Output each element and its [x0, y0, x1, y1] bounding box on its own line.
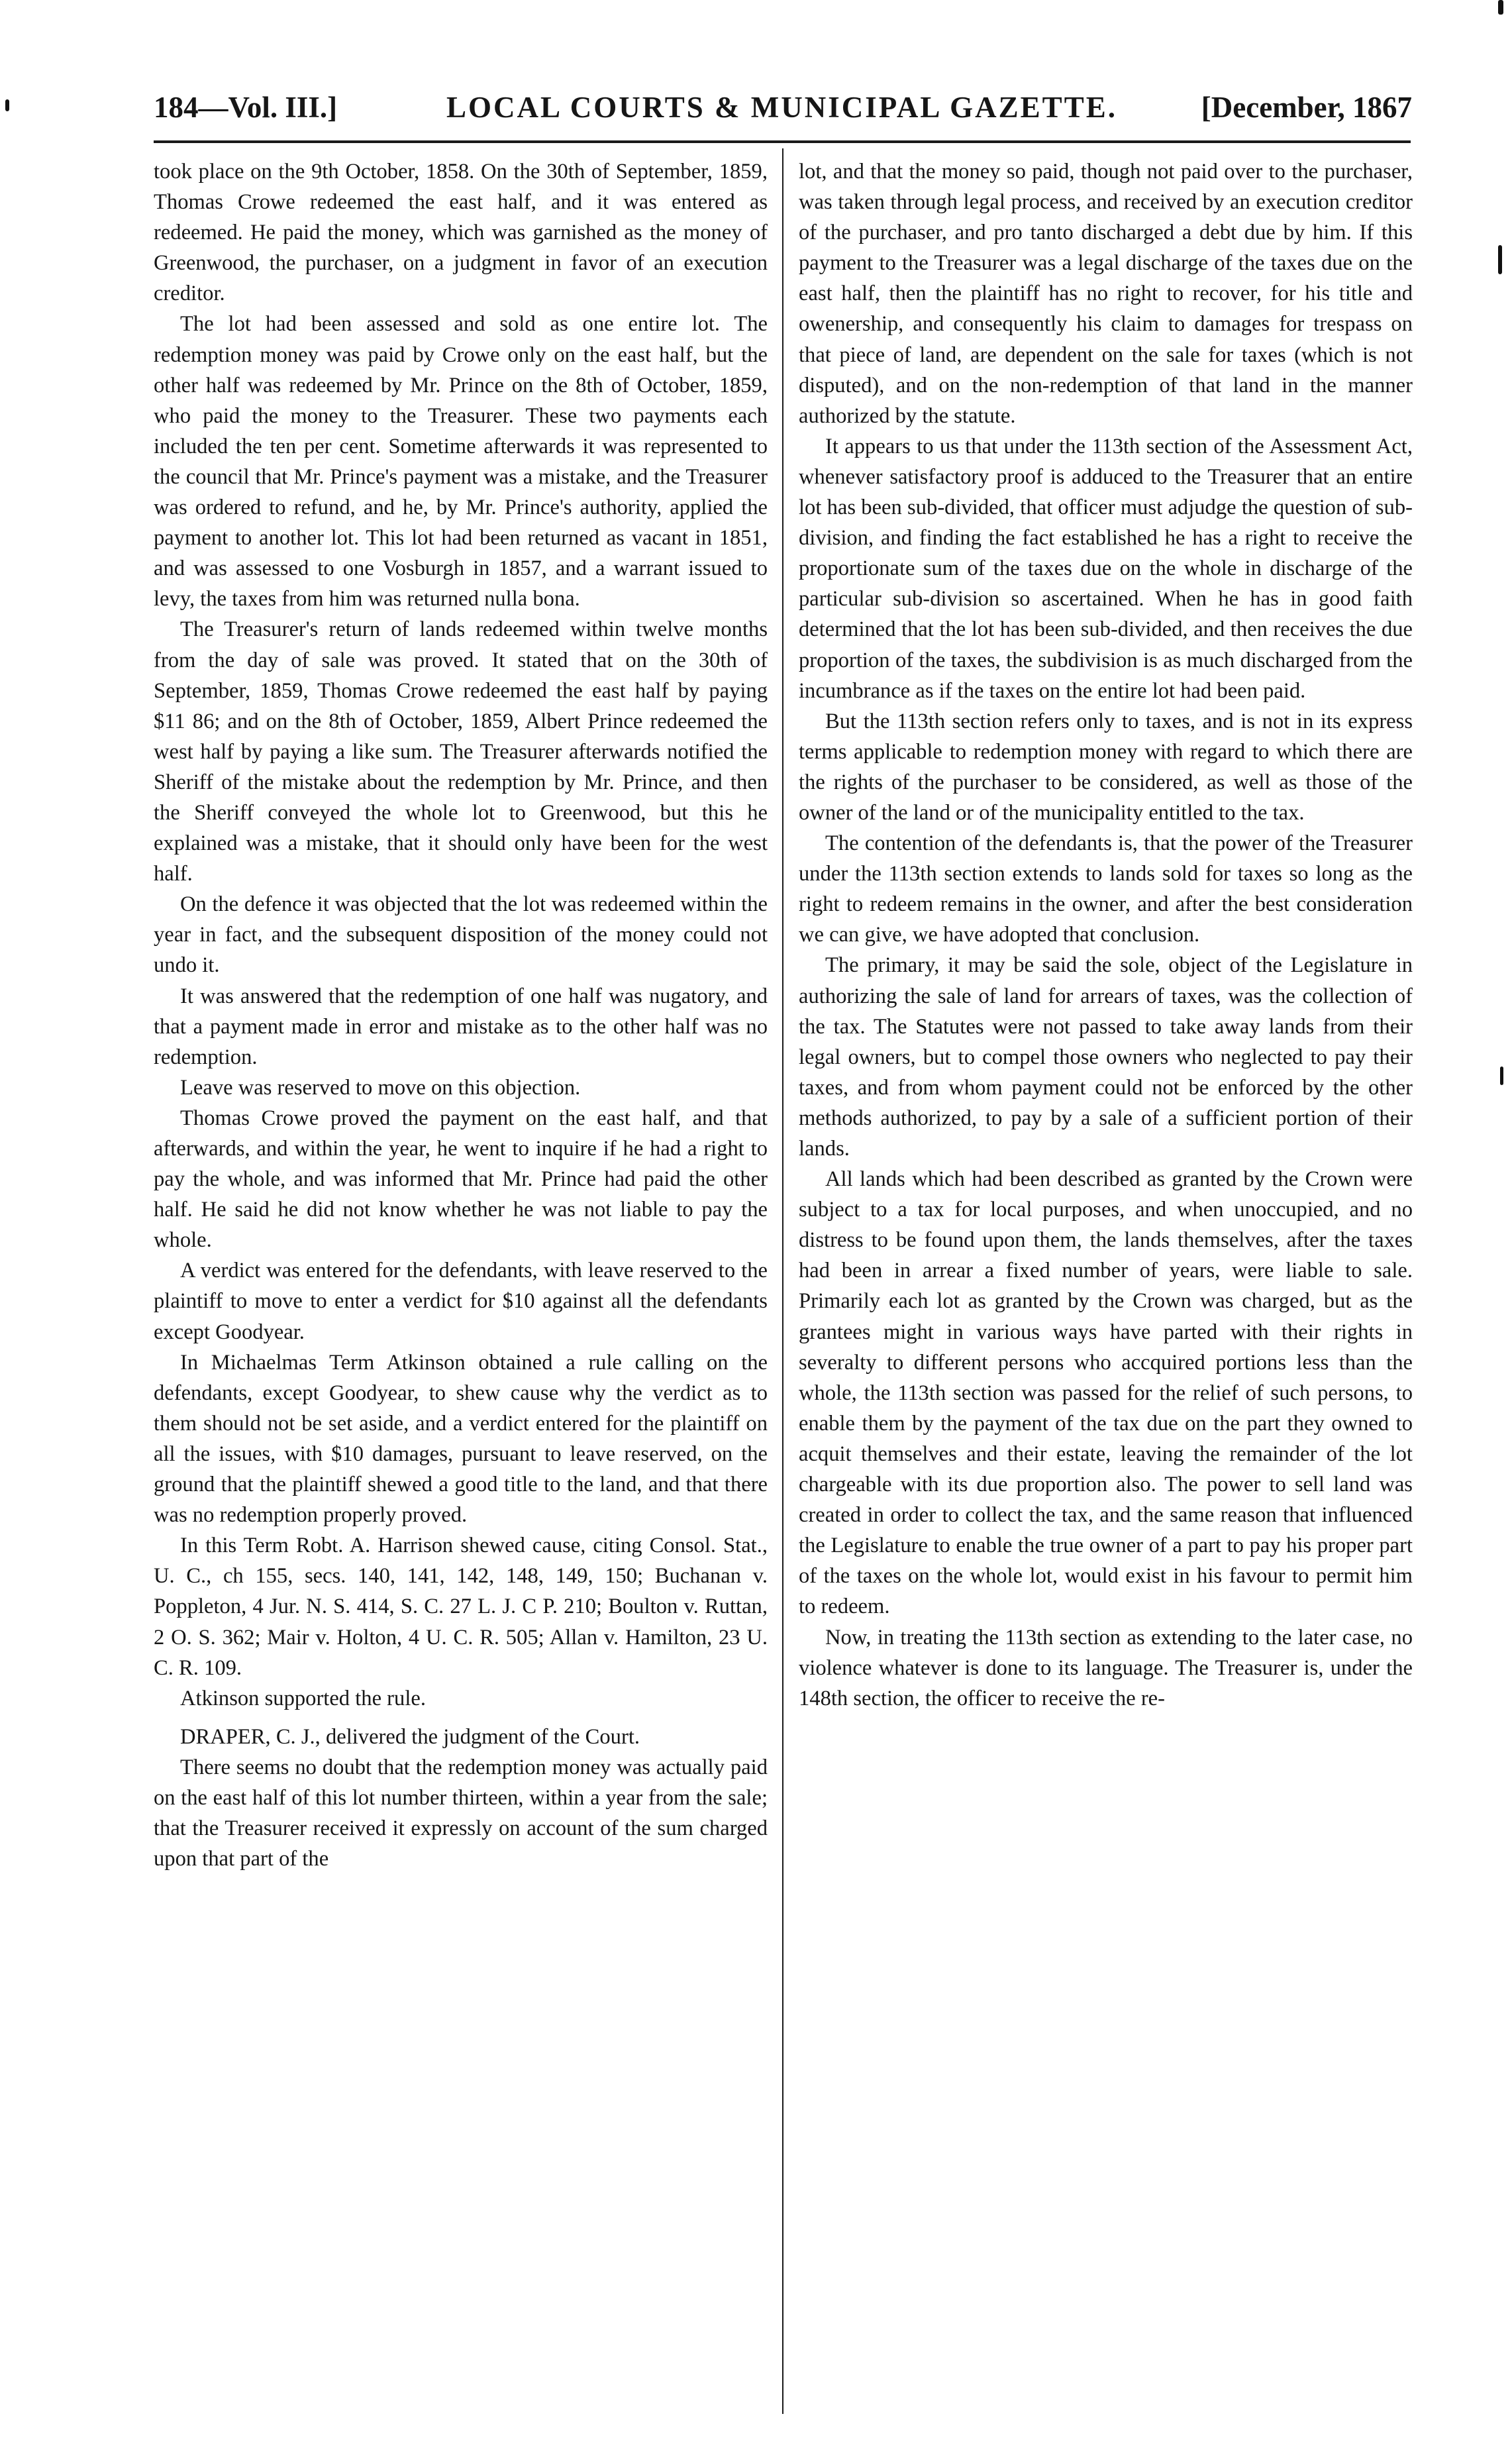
paragraph: Thomas Crowe proved the payment on the east half, and that afterwards, and within the year, he went to inquire if he had a right to pay the whole, and was informed that Mr. Prince had paid the other half. He said he did not know whether he was not liable to pay the whole.: [154, 1106, 768, 1253]
paragraph: All lands which had been described as granted by the Crown were subject to a tax for local purposes, and when unoccupied, and no distress to be found upon them, the lands themselves, after the taxes had been in arrear a fixed number of years, were liable to sale. Primarily each lot as granted by the Crown was charged, but as the grantees might in various ways have parted with their rights in severalty to different persons who accquired portions less than the whole, the 113th section was passed for the relief of such persons, to enable them by the payment of the tax due on the part they owned to acquit themselves and their estate, leaving the remainder of the lot chargeable with its due proportion also. The power to sell land was created in order to collect the tax, and the same reason that influenced the Legislature to enable the true owner of a part to pay his proper part of the taxes on the whole lot, would exist in his favour to permit him to redeem.: [799, 1167, 1413, 1619]
publication-title: LOCAL COURTS & MUNICIPAL GAZETTE.: [446, 91, 1117, 124]
scan-speck: [1498, 0, 1503, 15]
paragraph: On the defence it was objected that the lot was redeemed within the year in fact, and the subsequent disposition of the money could not undo it.: [154, 892, 768, 978]
page-number-volume: 184—Vol. III.]: [154, 91, 338, 124]
paragraph: In this Term Robt. A. Harrison shewed cause, citing Consol. Stat., U. C., ch 155, secs. 140, 141, 142, 148, 149, 150; Buchanan v. Poppleton, 4 Jur. N. S. 414, S. C. 27 L. J. C P. 210; Boulton v. Ruttan, 2 O. S. 362; Mair v. Holton, 4 U. C. R. 505; Allan v. Hamilton, 23 U. C. R. 109.: [154, 1534, 768, 1680]
paragraph: A verdict was entered for the defendants, with leave reserved to the plaintiff to move to enter a verdict for $10 against all the defendants except Goodyear.: [154, 1259, 768, 1344]
paragraph: took place on the 9th October, 1858. On the 30th of September, 1859, Thomas Crowe redeemed the east half, and it was entered as redeemed. He paid the money, which was garnished as the money of Greenwood, the purchaser, on a judgment in favor of an execution creditor.: [154, 160, 768, 306]
page-header: [154, 85, 1412, 134]
paragraph: Leave was reserved to move on this objection.: [180, 1075, 581, 1100]
paragraph: The contention of the defendants is, that the power of the Treasurer under the 113th section extends to lands sold for taxes so long as the right to redeem remains in the owner, and after the best consideration we can give, we have adopted that conclusion.: [799, 831, 1413, 947]
paragraph: It appears to us that under the 113th section of the Assessment Act, whenever satisfactory proof is adduced to the Treasurer that an entire lot has been sub-divided, that officer must adjudge the question of sub-division, and finding the fact established he has a right to receive the proportionate sum of the taxes due on the whole in discharge of the particular sub-division so ascertained. When he has in good faith determined that the lot has been sub-divided, and then receives the due proportion of the taxes, the subdivision is as much discharged from the incumbrance as if the taxes on the entire lot had been paid.: [799, 434, 1413, 703]
paragraph: But the 113th section refers only to taxes, and is not in its express terms applicable to redemption money with regard to which there are the rights of the purchaser to be considered, as well as those of the owner of the land or of the municipality entitled to the tax.: [799, 709, 1413, 825]
scan-speck: [1500, 1067, 1503, 1085]
paragraph: The primary, it may be said the sole, object of the Legislature in authorizing the sale of land for arrears of taxes, was the collection of the tax. The Statutes were not passed to take away lands from their legal owners, but to compel those owners who neglected to pay their taxes, and from whom payment could not be enforced by the other methods authorized, to pay by a sale of a sufficient portion of their lands.: [799, 953, 1413, 1161]
paragraph: It was answered that the redemption of one half was nugatory, and that a payment made in error and mistake as to the other half was no redemption.: [154, 984, 768, 1069]
paragraph: There seems no doubt that the redemption money was actually paid on the east half of this lot number thirteen, within a year from the sale; that the Treasurer received it expressly on account of the sum charged upon that part of the: [154, 1755, 768, 1871]
right-column: [799, 156, 1413, 1714]
column-divider: [782, 148, 783, 2414]
header-rule: [154, 140, 1411, 143]
scan-speck: [5, 99, 9, 111]
judgment-heading: DRAPER, C. J., delivered the judgment of the Court.: [180, 1724, 640, 1749]
issue-date: [December, 1867: [1201, 91, 1412, 124]
paragraph: Atkinson supported the rule.: [180, 1686, 426, 1710]
scan-speck: [1498, 245, 1502, 274]
paragraph: lot, and that the money so paid, though not paid over to the purchaser, was taken through legal process, and received by an execution creditor of the purchaser, and pro tanto discharged a debt due by him. If this payment to the Treasurer was a legal discharge of the taxes due on the east half, then the plaintiff has no right to recover, for his title and owenership, and consequently his claim to damages for trespass on that piece of land, are dependent on the sale for taxes (which is not disputed), and on the non-redemption of that land in the manner authorized by the statute.: [799, 160, 1413, 428]
paragraph: Now, in treating the 113th section as extending to the later case, no violence whatever is done to its language. The Treasurer is, under the 148th section, the officer to receive the re-: [799, 1625, 1413, 1710]
paragraph: The lot had been assessed and sold as one entire lot. The redemption money was paid by Crowe only on the east half, but the other half was redeemed by Mr. Prince on the 8th of October, 1859, who paid the money to the Treasurer. These two payments each included the ten per cent. Sometime afterwards it was represented to the council that Mr. Prince's payment was a mistake, and the Treasurer was ordered to refund, and he, by Mr. Prince's authority, applied the payment to another lot. This lot had been returned as vacant in 1851, and was assessed to one Vosburgh in 1857, and a warrant issued to levy, the taxes from him was returned nulla bona.: [154, 312, 768, 611]
paragraph: In Michaelmas Term Atkinson obtained a rule calling on the defendants, except Goodyear, to shew cause why the verdict as to them should not be set aside, and a verdict entered for the plaintiff on all the issues, with $10 damages, pursuant to leave reserved, on the ground that the plaintiff shewed a good title to the land, and that there was no redemption properly proved.: [154, 1350, 768, 1528]
left-column: [154, 156, 768, 1874]
paragraph: The Treasurer's return of lands redeemed within twelve months from the day of sale was proved. It stated that on the 30th of September, 1859, Thomas Crowe redeemed the east half by paying $11 86; and on the 8th of October, 1859, Albert Prince redeemed the west half by paying a like sum. The Treasurer afterwards notified the Sheriff of the mistake about the redemption by Mr. Prince, and then the Sheriff conveyed the whole lot to Greenwood, but this he explained was a mistake, that it should only have been for the west half.: [154, 617, 768, 886]
